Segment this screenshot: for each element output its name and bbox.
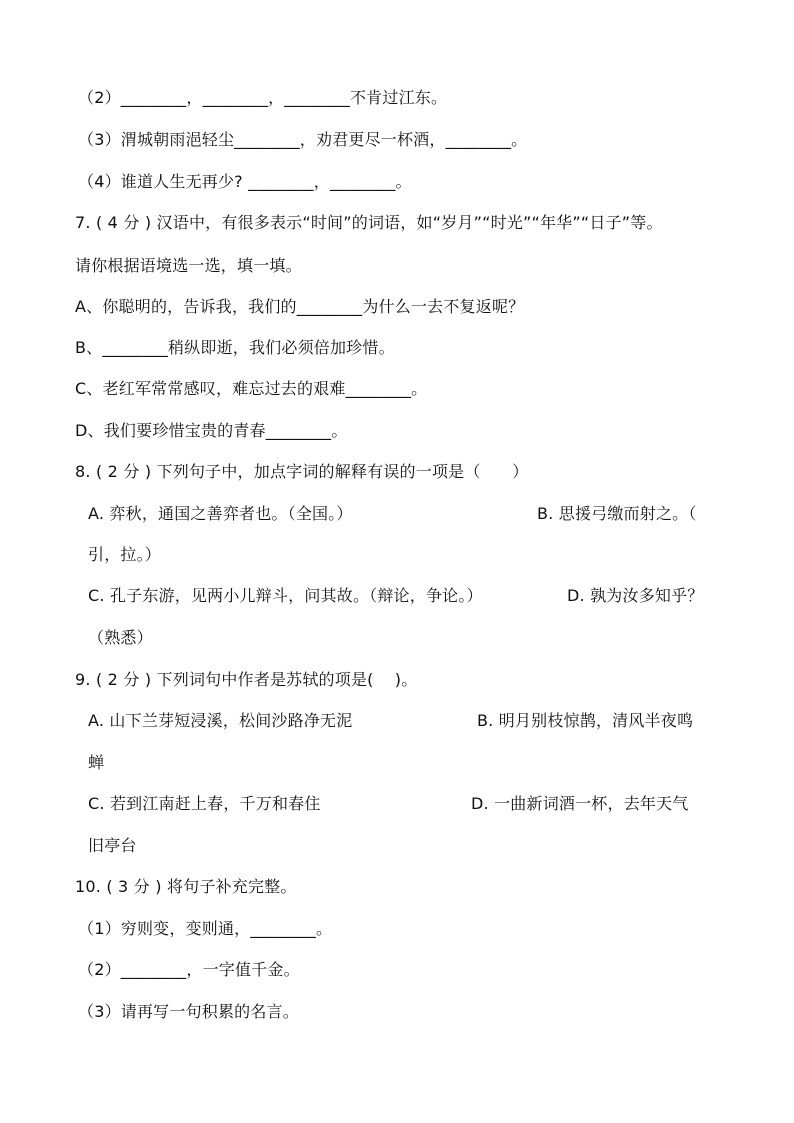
q9-option-b-continued: 蝉	[88, 753, 105, 772]
q7-option-b: B、________稍纵即逝，我们必须倍加珍惜。	[75, 338, 395, 357]
q9-option-b: B. 明月别枝惊鹊，清风半夜鸣	[477, 711, 694, 730]
q8-option-c: C. 孔子东游，见两小儿辩斗，问其故。（辩论，争论。）	[88, 586, 483, 605]
q6-item-3: （3）渭城朝雨浥轻尘________，劝君更尽一杯酒，________。	[78, 130, 528, 149]
q10-item-3: （3）请再写一句积累的名言。	[78, 1002, 299, 1021]
q8-option-d: D. 孰为汝多知乎？	[567, 586, 704, 605]
q9-option-d: D. 一曲新词酒一杯，去年天气	[471, 794, 689, 813]
q8-option-b: B. 思援弓缴而射之。（	[537, 504, 697, 523]
q8-option-a: A. 弈秋，通国之善弈者也。（全国。）	[88, 504, 353, 523]
q10-item-2: （2）________，一字值千金。	[78, 960, 300, 979]
q8-option-b-continued: 引，拉。）	[88, 545, 162, 564]
q6-item-4: （4）谁道人生无再少? ________，________。	[78, 172, 412, 191]
q7-option-c: C、老红军常常感叹，难忘过去的艰难________。	[75, 379, 428, 398]
q7-option-d: D、我们要珍惜宝贵的青春________。	[75, 421, 348, 440]
q7-stem-continued: 请你根据语境选一选，填一填。	[75, 256, 302, 275]
q7-stem: 7. ( 4 分 ) 汉语中，有很多表示“时间”的词语，如“岁月”“时光”“年华”“日子”等。	[75, 213, 663, 232]
q9-option-c: C. 若到江南赶上春，千万和春住	[88, 794, 321, 813]
q9-stem: 9. ( 2 分 ) 下列词句中作者是苏轼的项是( )。	[75, 670, 418, 689]
q8-option-d-continued: （熟悉）	[88, 628, 153, 647]
q9-option-d-continued: 旧亭台	[88, 836, 137, 855]
q10-item-1: （1）穷则变，变则通，________。	[78, 919, 333, 938]
q8-stem: 8. ( 2 分 ) 下列句子中，加点字词的解释有误的一项是（ ）	[75, 462, 529, 481]
q7-option-a: A、你聪明的，告诉我，我们的________为什么一去不复返呢？	[75, 297, 525, 316]
q9-option-a: A. 山下兰芽短浸溪，松间沙路净无泥	[88, 711, 353, 730]
q10-stem: 10. ( 3 分 ) 将句子补充完整。	[75, 877, 297, 896]
q6-item-2: （2）________，________，________不肯过江东。	[78, 88, 448, 107]
